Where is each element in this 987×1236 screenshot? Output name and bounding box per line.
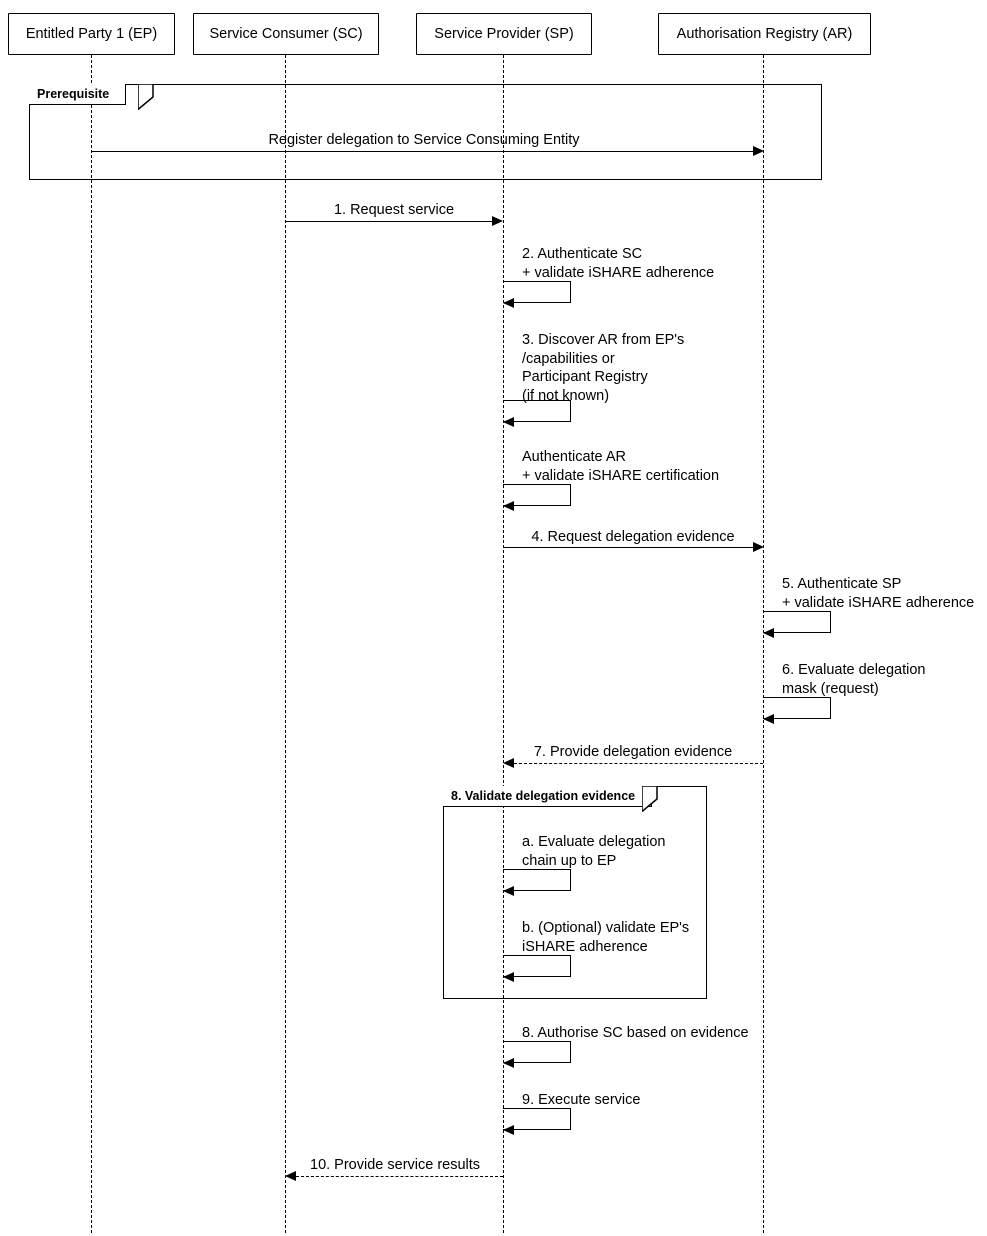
- message-line-request-delegation-evidence: [503, 547, 757, 548]
- self-message-arrow-discover-ar: [503, 417, 514, 427]
- self-message-arrow-execute-service: [503, 1125, 514, 1135]
- lifeline-line-sc: [285, 55, 286, 1233]
- message-label-validate-ep-adherence-line1: b. (Optional) validate EP's: [522, 920, 690, 936]
- message-label-authenticate-ar-line2: + validate iSHARE certification: [522, 467, 720, 484]
- lifeline-line-ep: [91, 55, 92, 1233]
- self-message-arrow-validate-ep-adherence: [503, 972, 514, 982]
- lifeline-head-service-provider: [416, 13, 592, 55]
- message-label-execute-service: 9. Execute service: [522, 1092, 641, 1108]
- message-label-authenticate-sp-line1: 5. Authenticate SP: [782, 576, 902, 592]
- message-label-validate-ep-adherence: [522, 919, 689, 956]
- lifeline-label-ar: Authorisation Registry (AR): [676, 26, 853, 42]
- message-label-register-delegation: Register delegation to Service Consuming Entity: [268, 132, 580, 148]
- frame-tab-corner-validate-delegation-evidence: [642, 786, 658, 812]
- message-label-evaluate-delegation-chain-line1: a. Evaluate delegation: [522, 834, 666, 850]
- message-line-provide-delegation-evidence: [514, 763, 763, 764]
- message-label-discover-ar-line2: /capabilities or: [522, 350, 615, 367]
- message-label-authenticate-ar: [522, 448, 719, 485]
- message-label-evaluate-delegation-chain: [522, 833, 666, 870]
- lifeline-line-ar: [763, 55, 764, 1233]
- frame-tab-corner-prerequisite: [138, 84, 154, 110]
- message-label-discover-ar-line3: Participant Registry: [522, 369, 648, 386]
- frame-label-validate-delegation-evidence: 8. Validate delegation evidence: [443, 786, 652, 807]
- lifeline-head-entitled-party: [8, 13, 175, 55]
- message-label-discover-ar: [522, 331, 684, 405]
- message-label-authenticate-sp: [782, 575, 974, 612]
- message-label-discover-ar-line1: 3. Discover AR from EP's: [522, 332, 685, 348]
- message-label-authenticate-sp-line2: + validate iSHARE adherence: [782, 594, 975, 611]
- message-label-authenticate-ar-line1: Authenticate AR: [522, 449, 626, 465]
- lifeline-head-service-consumer: [193, 13, 379, 55]
- lifeline-label-ep: Entitled Party 1 (EP): [25, 26, 158, 42]
- message-label-evaluate-delegation-chain-line2: chain up to EP: [522, 852, 617, 869]
- message-label-authorise-sc: 8. Authorise SC based on evidence: [522, 1025, 749, 1041]
- message-label-evaluate-delegation-mask-line1: 6. Evaluate delegation: [782, 662, 926, 678]
- message-label-authenticate-sc: [522, 245, 714, 282]
- message-label-request-delegation-evidence: 4. Request delegation evidence: [531, 529, 735, 545]
- message-line-request-service: [285, 221, 492, 222]
- message-label-validate-ep-adherence-line2: iSHARE adherence: [522, 938, 648, 955]
- frame-label-prerequisite: Prerequisite: [29, 84, 126, 105]
- self-message-arrow-authenticate-sp: [763, 628, 774, 638]
- message-label-authenticate-sc-line1: 2. Authenticate SC: [522, 246, 643, 262]
- message-label-provide-service-results: 10. Provide service results: [310, 1157, 481, 1173]
- self-message-arrow-authenticate-sc: [503, 298, 514, 308]
- lifeline-label-sc: Service Consumer (SC): [209, 26, 363, 42]
- message-label-request-service: 1. Request service: [333, 202, 455, 218]
- self-message-arrow-evaluate-delegation-chain: [503, 886, 514, 896]
- self-message-arrow-authorise-sc: [503, 1058, 514, 1068]
- message-label-discover-ar-line4: (if not known): [522, 387, 610, 404]
- message-line-provide-service-results: [296, 1176, 503, 1177]
- self-message-arrow-evaluate-delegation-mask: [763, 714, 774, 724]
- message-line-register-delegation: [91, 151, 757, 152]
- message-arrow-provide-service-results: [285, 1171, 296, 1181]
- message-label-authenticate-sc-line2: + validate iSHARE adherence: [522, 264, 715, 281]
- lifeline-label-sp: Service Provider (SP): [434, 26, 574, 42]
- self-message-arrow-authenticate-ar: [503, 501, 514, 511]
- message-label-evaluate-delegation-mask-line2: mask (request): [782, 680, 879, 697]
- lifeline-head-authorisation-registry: [658, 13, 871, 55]
- frame-validate-delegation-evidence: [443, 786, 707, 999]
- message-label-provide-delegation-evidence: 7. Provide delegation evidence: [533, 744, 733, 760]
- message-label-evaluate-delegation-mask: [782, 661, 926, 698]
